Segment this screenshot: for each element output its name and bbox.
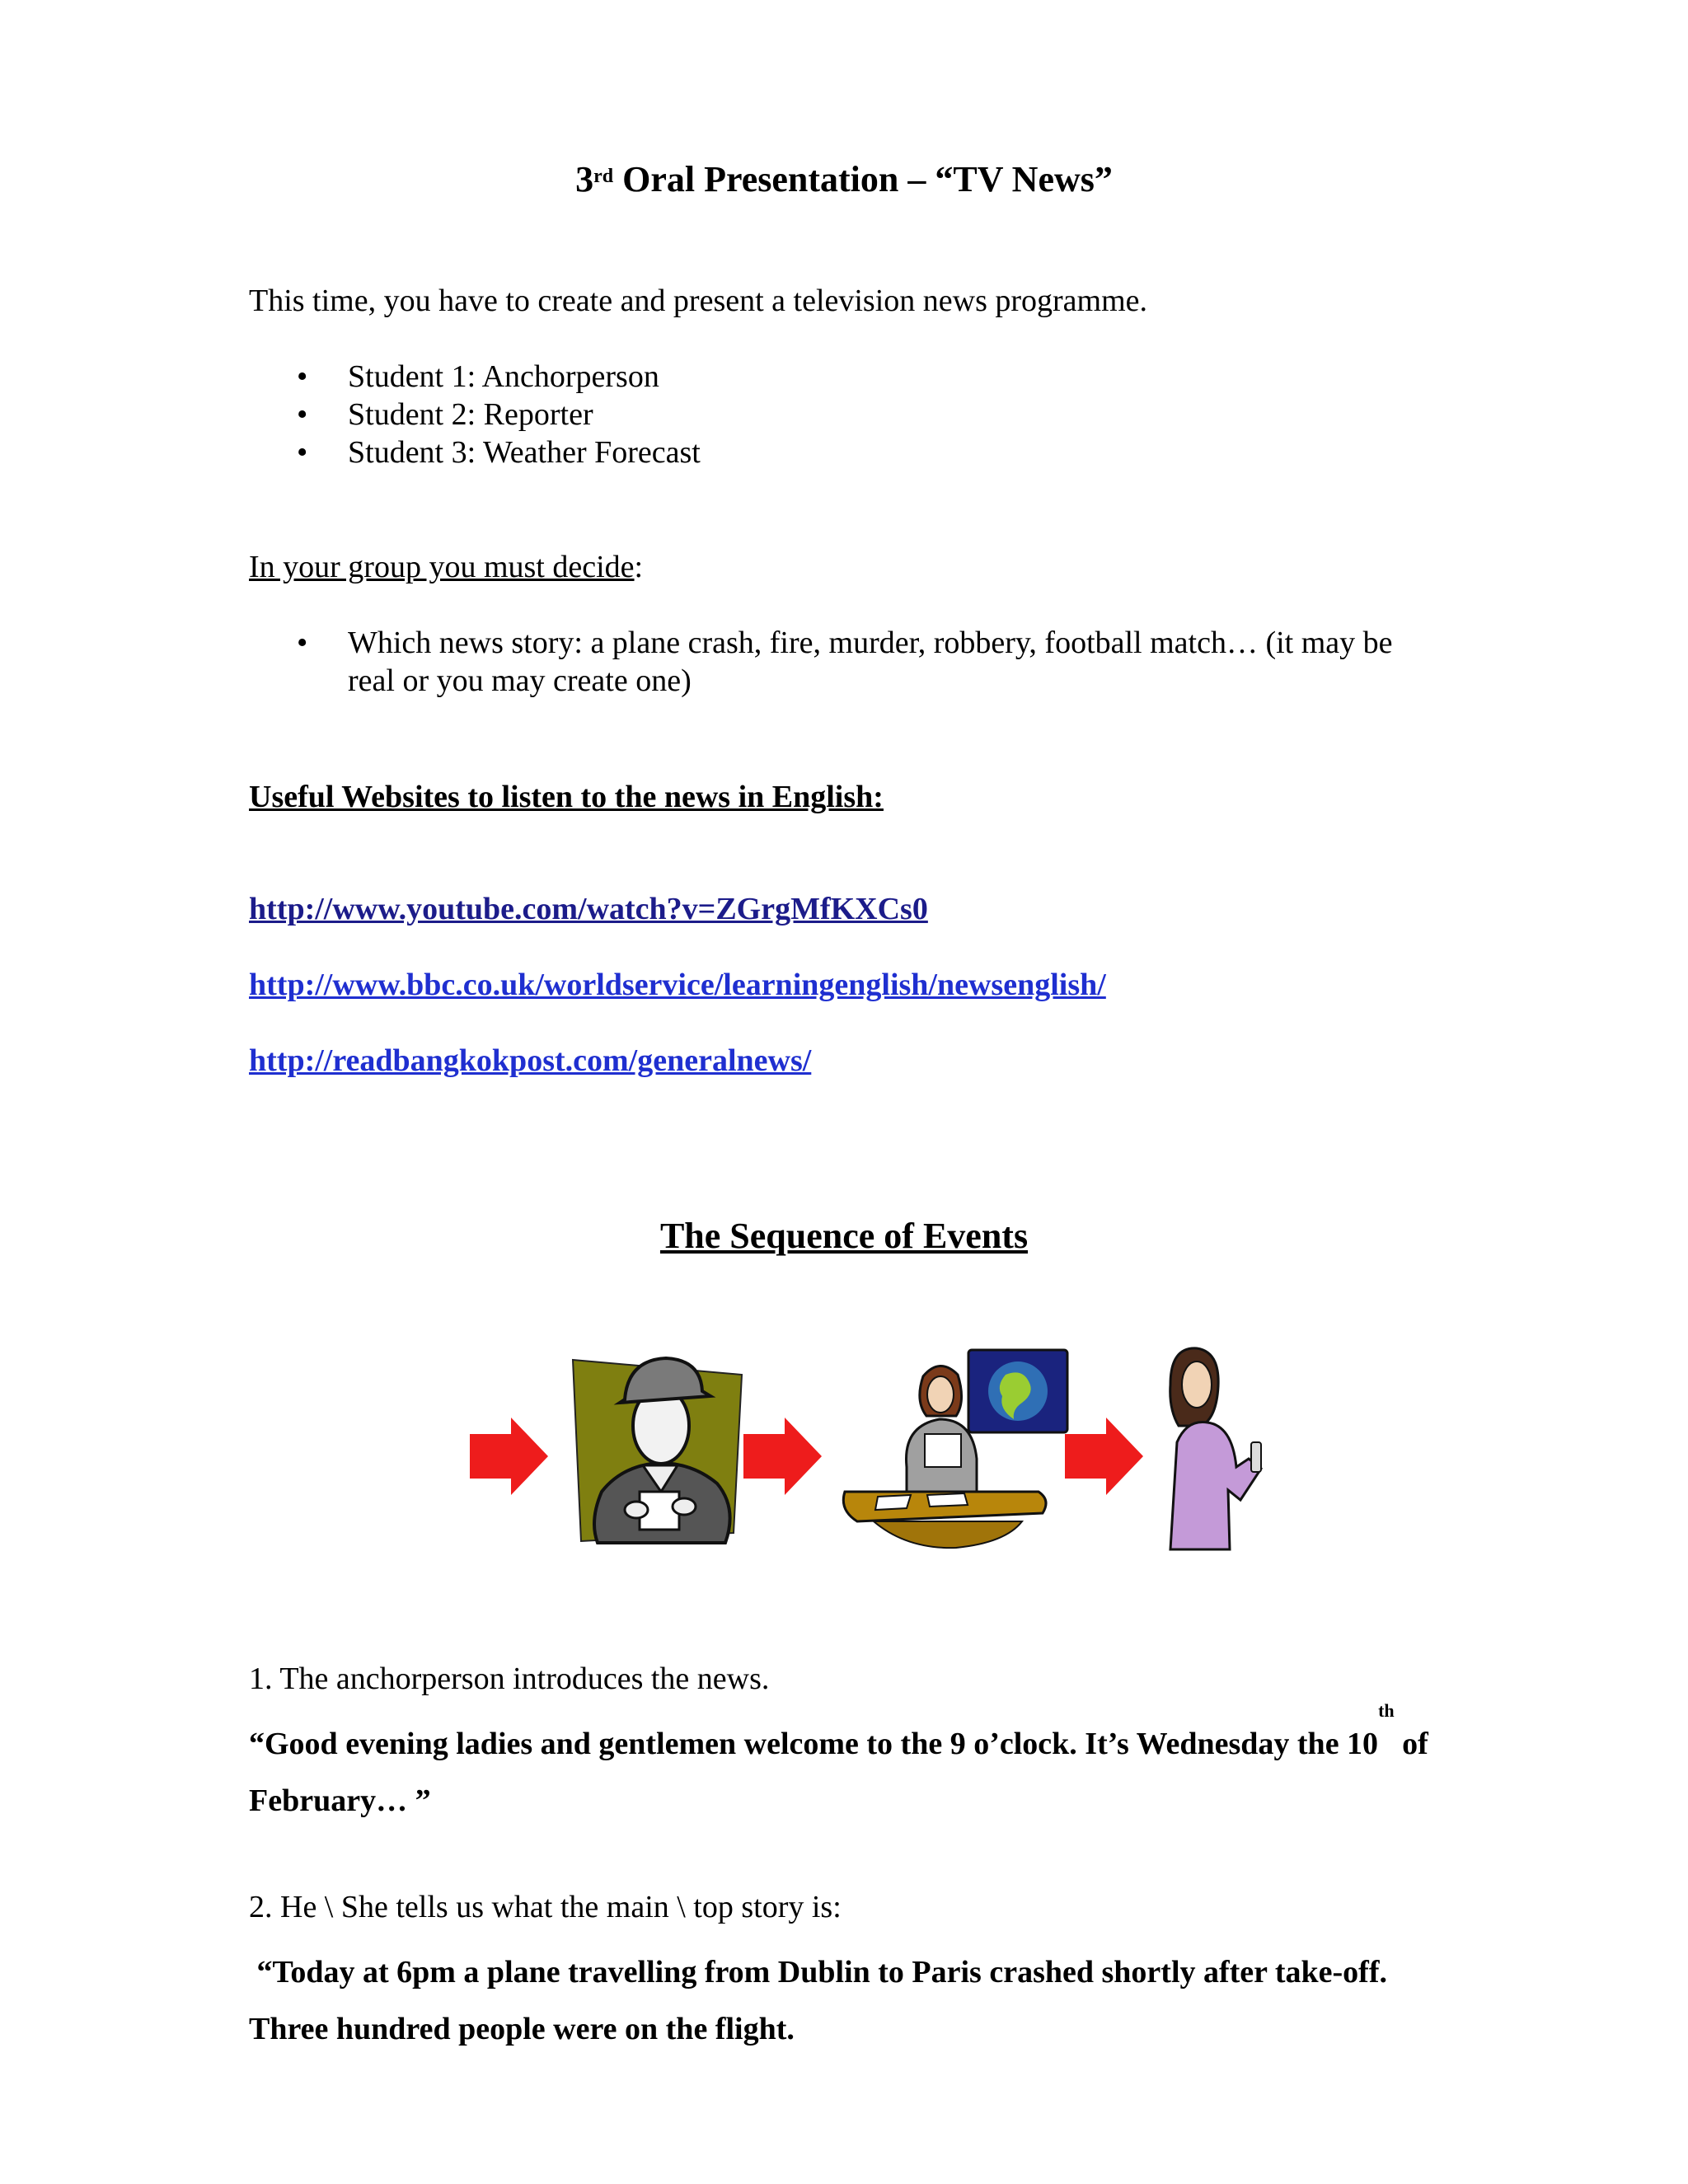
- step-1-quote-text: “Good evening ladies and gentlemen welcome to the 9 o’clock. It’s Wednesday the 10: [249, 1727, 1379, 1761]
- arrow-right-icon: [743, 1418, 822, 1495]
- news-story-item: Which news story: a plane crash, fire, murder, robbery, football match… (it may be real or you may create one): [348, 626, 1393, 698]
- bangkokpost-link[interactable]: http://readbangkokpost.com/generalnews/: [249, 1043, 812, 1078]
- woman-with-phone-clipart: [1170, 1348, 1261, 1549]
- role-student-2: Student 2: Reporter: [348, 397, 593, 432]
- role-student-3: Student 3: Weather Forecast: [348, 435, 701, 470]
- decide-colon: :: [634, 550, 644, 584]
- list-item: [249, 624, 1436, 700]
- intro-paragraph: This time, you have to create and present a television news programme.: [249, 284, 1148, 318]
- roles-list: [249, 358, 701, 471]
- step-1-label: 1. The anchorperson introduces the news.: [249, 1661, 770, 1696]
- arrow-right-icon: [1065, 1418, 1143, 1495]
- list-item: [249, 358, 701, 396]
- bullet-icon: •: [297, 397, 308, 432]
- reporter-clipart: [573, 1358, 742, 1543]
- bullet-icon: •: [297, 435, 308, 470]
- decide-heading: [249, 548, 643, 586]
- decide-heading-text: In your group you must decide: [249, 550, 635, 584]
- bullet-icon: •: [297, 359, 308, 394]
- title-ordinal: 3: [575, 159, 594, 199]
- arrow-right-icon: [470, 1418, 548, 1495]
- list-item: [249, 434, 701, 471]
- role-student-1: Student 1: Anchorperson: [348, 359, 659, 394]
- step-2-quote: “Today at 6pm a plane travelling from Dublin to Paris crashed shortly after take-off. Three hundred people were on the flight.: [249, 1955, 1395, 2046]
- youtube-link[interactable]: http://www.youtube.com/watch?v=ZGrgMfKXCs0: [249, 892, 928, 926]
- page-title: [0, 157, 1688, 203]
- anchorperson-desk-clipart: [843, 1350, 1067, 1548]
- step-1-quote-superscript: th: [1378, 1700, 1395, 1721]
- bullet-icon: •: [297, 626, 308, 660]
- websites-heading: Useful Websites to listen to the news in English:: [249, 780, 884, 814]
- step-2-label: 2. He \ She tells us what the main \ top story is:: [249, 1890, 842, 1924]
- title-text: Oral Presentation – “TV News”: [613, 159, 1113, 199]
- sequence-heading: The Sequence of Events: [659, 1216, 1029, 1256]
- list-item: [249, 396, 701, 434]
- decide-list: [249, 624, 1436, 700]
- sequence-illustration: [445, 1327, 1319, 1566]
- title-superscript: rd: [593, 166, 614, 187]
- step-1-quote: [249, 1700, 1436, 1830]
- bbc-link[interactable]: http://www.bbc.co.uk/worldservice/learningenglish/newsenglish/: [249, 968, 1106, 1002]
- step-1-quote-end: of February… ”: [249, 1727, 1428, 1818]
